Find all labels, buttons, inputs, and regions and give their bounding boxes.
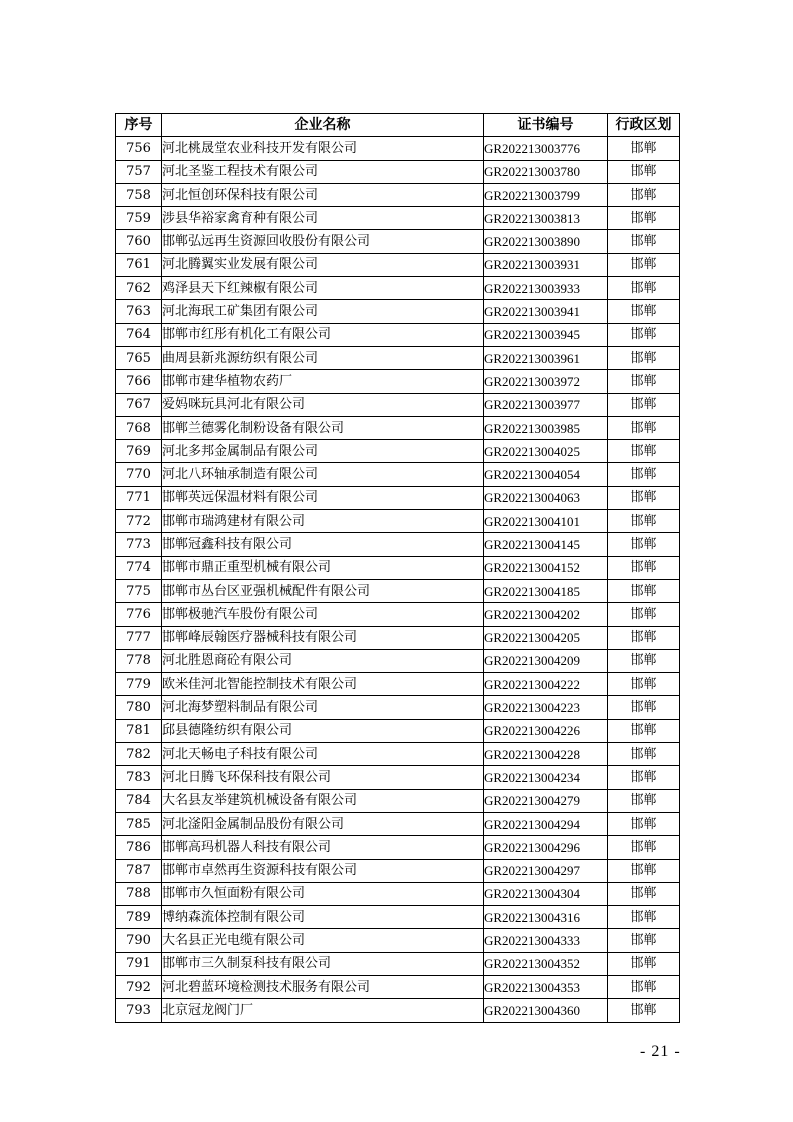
serial-cell: 756 xyxy=(116,137,162,160)
region-cell: 邯郸 xyxy=(608,137,680,160)
region-cell: 邯郸 xyxy=(608,696,680,719)
region-cell: 邯郸 xyxy=(608,649,680,672)
region-cell: 邯郸 xyxy=(608,579,680,602)
certificate-number-cell: GR202213004333 xyxy=(484,929,608,952)
table-row xyxy=(116,836,680,859)
company-name-cell: 河北八环轴承制造有限公司 xyxy=(162,463,484,486)
certificate-number-cell: GR202213004025 xyxy=(484,440,608,463)
table-row xyxy=(116,486,680,509)
company-name-cell: 河北海珉工矿集团有限公司 xyxy=(162,300,484,323)
table-row xyxy=(116,626,680,649)
region-cell: 邯郸 xyxy=(608,230,680,253)
serial-cell: 769 xyxy=(116,440,162,463)
table-row xyxy=(116,160,680,183)
table-row xyxy=(116,416,680,439)
region-cell: 邯郸 xyxy=(608,812,680,835)
region-cell: 邯郸 xyxy=(608,859,680,882)
region-cell: 邯郸 xyxy=(608,393,680,416)
serial-cell: 770 xyxy=(116,463,162,486)
table-row xyxy=(116,510,680,533)
company-name-cell: 邯郸英远保温材料有限公司 xyxy=(162,486,484,509)
company-name-cell: 鸡泽县天下红辣椒有限公司 xyxy=(162,277,484,300)
certificate-number-cell: GR202213004294 xyxy=(484,812,608,835)
region-cell: 邯郸 xyxy=(608,370,680,393)
serial-cell: 759 xyxy=(116,207,162,230)
company-name-cell: 邯郸市鼎正重型机械有限公司 xyxy=(162,556,484,579)
region-cell: 邯郸 xyxy=(608,743,680,766)
region-cell: 邯郸 xyxy=(608,836,680,859)
company-name-cell: 博纳森流体控制有限公司 xyxy=(162,906,484,929)
serial-cell: 791 xyxy=(116,952,162,975)
certificate-number-cell: GR202213003941 xyxy=(484,300,608,323)
company-name-cell: 邯郸市建华植物农药厂 xyxy=(162,370,484,393)
certificate-number-cell: GR202213003931 xyxy=(484,253,608,276)
company-name-cell: 邱县德隆纺织有限公司 xyxy=(162,719,484,742)
certificate-number-cell: GR202213003776 xyxy=(484,137,608,160)
table-row xyxy=(116,975,680,998)
company-name-cell: 邯郸弘远再生资源回收股份有限公司 xyxy=(162,230,484,253)
certificate-number-cell: GR202213004228 xyxy=(484,743,608,766)
table-row xyxy=(116,370,680,393)
region-cell: 邯郸 xyxy=(608,603,680,626)
table-row xyxy=(116,463,680,486)
certificate-number-cell: GR202213004063 xyxy=(484,486,608,509)
company-name-cell: 邯郸市卓然再生资源科技有限公司 xyxy=(162,859,484,882)
region-cell: 邯郸 xyxy=(608,766,680,789)
table-row xyxy=(116,603,680,626)
serial-cell: 792 xyxy=(116,975,162,998)
certificate-number-cell: GR202213004202 xyxy=(484,603,608,626)
table-row xyxy=(116,882,680,905)
serial-cell: 793 xyxy=(116,999,162,1022)
company-name-cell: 河北海梦塑料制品有限公司 xyxy=(162,696,484,719)
serial-cell: 757 xyxy=(116,160,162,183)
table-row xyxy=(116,743,680,766)
company-name-cell: 欧米佳河北智能控制技术有限公司 xyxy=(162,673,484,696)
table-row xyxy=(116,952,680,975)
region-cell: 邯郸 xyxy=(608,510,680,533)
header-company-name: 企业名称 xyxy=(162,114,484,137)
certificate-number-cell: GR202213003961 xyxy=(484,346,608,369)
certificate-number-cell: GR202213004209 xyxy=(484,649,608,672)
table-row xyxy=(116,766,680,789)
serial-cell: 781 xyxy=(116,719,162,742)
certificate-number-cell: GR202213003799 xyxy=(484,183,608,206)
certificate-number-cell: GR202213004101 xyxy=(484,510,608,533)
table-row xyxy=(116,393,680,416)
table-row xyxy=(116,230,680,253)
serial-cell: 779 xyxy=(116,673,162,696)
certificate-number-cell: GR202213004304 xyxy=(484,882,608,905)
region-cell: 邯郸 xyxy=(608,789,680,812)
region-cell: 邯郸 xyxy=(608,253,680,276)
serial-cell: 761 xyxy=(116,253,162,276)
company-name-cell: 河北恒创环保科技有限公司 xyxy=(162,183,484,206)
region-cell: 邯郸 xyxy=(608,440,680,463)
company-name-cell: 河北碧蓝环境检测技术服务有限公司 xyxy=(162,975,484,998)
serial-cell: 786 xyxy=(116,836,162,859)
certificate-number-cell: GR202213003972 xyxy=(484,370,608,393)
certificate-number-cell: GR202213003780 xyxy=(484,160,608,183)
company-name-cell: 邯郸兰德雾化制粉设备有限公司 xyxy=(162,416,484,439)
certificate-number-cell: GR202213004279 xyxy=(484,789,608,812)
region-cell: 邯郸 xyxy=(608,207,680,230)
table-row xyxy=(116,323,680,346)
serial-cell: 785 xyxy=(116,812,162,835)
company-name-cell: 河北桃晟堂农业科技开发有限公司 xyxy=(162,137,484,160)
company-name-cell: 邯郸市久恒面粉有限公司 xyxy=(162,882,484,905)
certificate-number-cell: GR202213004145 xyxy=(484,533,608,556)
certificate-number-cell: GR202213004234 xyxy=(484,766,608,789)
table-row xyxy=(116,253,680,276)
serial-cell: 765 xyxy=(116,346,162,369)
table-row xyxy=(116,137,680,160)
table-row xyxy=(116,673,680,696)
certificate-number-cell: GR202213004316 xyxy=(484,906,608,929)
region-cell: 邯郸 xyxy=(608,719,680,742)
serial-cell: 789 xyxy=(116,906,162,929)
serial-cell: 788 xyxy=(116,882,162,905)
serial-cell: 776 xyxy=(116,603,162,626)
serial-cell: 772 xyxy=(116,510,162,533)
company-name-cell: 曲周县新兆源纺织有限公司 xyxy=(162,346,484,369)
certificate-number-cell: GR202213003890 xyxy=(484,230,608,253)
serial-cell: 774 xyxy=(116,556,162,579)
serial-cell: 771 xyxy=(116,486,162,509)
region-cell: 邯郸 xyxy=(608,906,680,929)
region-cell: 邯郸 xyxy=(608,463,680,486)
table-row xyxy=(116,929,680,952)
region-cell: 邯郸 xyxy=(608,416,680,439)
certificate-number-cell: GR202213004054 xyxy=(484,463,608,486)
serial-cell: 784 xyxy=(116,789,162,812)
table-row xyxy=(116,999,680,1022)
serial-cell: 762 xyxy=(116,277,162,300)
company-name-cell: 邯郸峰辰翰医疗器械科技有限公司 xyxy=(162,626,484,649)
certificate-number-cell: GR202213003945 xyxy=(484,323,608,346)
table-row xyxy=(116,649,680,672)
table-row xyxy=(116,183,680,206)
table-row xyxy=(116,789,680,812)
certificate-number-cell: GR202213004353 xyxy=(484,975,608,998)
table-row xyxy=(116,556,680,579)
table-header-row xyxy=(116,114,680,137)
company-name-cell: 邯郸市丛台区亚强机械配件有限公司 xyxy=(162,579,484,602)
serial-cell: 778 xyxy=(116,649,162,672)
header-serial: 序号 xyxy=(116,114,162,137)
region-cell: 邯郸 xyxy=(608,486,680,509)
company-name-cell: 河北天畅电子科技有限公司 xyxy=(162,743,484,766)
company-name-cell: 河北日腾飞环保科技有限公司 xyxy=(162,766,484,789)
region-cell: 邯郸 xyxy=(608,300,680,323)
serial-cell: 787 xyxy=(116,859,162,882)
certificate-number-cell: GR202213004297 xyxy=(484,859,608,882)
company-name-cell: 邯郸市瑞鸿建材有限公司 xyxy=(162,510,484,533)
table-row xyxy=(116,906,680,929)
certificate-number-cell: GR202213003985 xyxy=(484,416,608,439)
certificate-number-cell: GR202213003933 xyxy=(484,277,608,300)
serial-cell: 775 xyxy=(116,579,162,602)
certificate-number-cell: GR202213004296 xyxy=(484,836,608,859)
region-cell: 邯郸 xyxy=(608,626,680,649)
certificate-number-cell: GR202213003813 xyxy=(484,207,608,230)
region-cell: 邯郸 xyxy=(608,346,680,369)
table-row xyxy=(116,696,680,719)
company-name-cell: 爱妈咪玩具河北有限公司 xyxy=(162,393,484,416)
certificate-number-cell: GR202213004185 xyxy=(484,579,608,602)
region-cell: 邯郸 xyxy=(608,673,680,696)
table-row xyxy=(116,300,680,323)
certificate-number-cell: GR202213003977 xyxy=(484,393,608,416)
table-row xyxy=(116,859,680,882)
table-row xyxy=(116,719,680,742)
region-cell: 邯郸 xyxy=(608,952,680,975)
certificate-number-cell: GR202213004222 xyxy=(484,673,608,696)
header-certificate-number: 证书编号 xyxy=(484,114,608,137)
serial-cell: 768 xyxy=(116,416,162,439)
serial-cell: 763 xyxy=(116,300,162,323)
company-name-cell: 河北腾翼实业发展有限公司 xyxy=(162,253,484,276)
certificate-number-cell: GR202213004223 xyxy=(484,696,608,719)
region-cell: 邯郸 xyxy=(608,323,680,346)
region-cell: 邯郸 xyxy=(608,882,680,905)
page-number: - 21 - xyxy=(640,1043,681,1060)
certificate-number-cell: GR202213004152 xyxy=(484,556,608,579)
serial-cell: 777 xyxy=(116,626,162,649)
serial-cell: 767 xyxy=(116,393,162,416)
table-body xyxy=(116,137,680,1022)
region-cell: 邯郸 xyxy=(608,533,680,556)
table-row xyxy=(116,533,680,556)
region-cell: 邯郸 xyxy=(608,556,680,579)
company-name-cell: 邯郸市三久制泵科技有限公司 xyxy=(162,952,484,975)
serial-cell: 790 xyxy=(116,929,162,952)
enterprise-table xyxy=(115,113,680,1023)
region-cell: 邯郸 xyxy=(608,975,680,998)
company-name-cell: 邯郸极驰汽车股份有限公司 xyxy=(162,603,484,626)
company-name-cell: 邯郸高玛机器人科技有限公司 xyxy=(162,836,484,859)
table-row xyxy=(116,277,680,300)
certificate-number-cell: GR202213004360 xyxy=(484,999,608,1022)
certificate-number-cell: GR202213004226 xyxy=(484,719,608,742)
company-name-cell: 河北圣鉴工程技术有限公司 xyxy=(162,160,484,183)
region-cell: 邯郸 xyxy=(608,160,680,183)
company-name-cell: 大名县友举建筑机械设备有限公司 xyxy=(162,789,484,812)
region-cell: 邯郸 xyxy=(608,929,680,952)
company-name-cell: 河北多邦金属制品有限公司 xyxy=(162,440,484,463)
serial-cell: 780 xyxy=(116,696,162,719)
serial-cell: 766 xyxy=(116,370,162,393)
company-name-cell: 邯郸市红彤有机化工有限公司 xyxy=(162,323,484,346)
table-row xyxy=(116,440,680,463)
company-name-cell: 北京冠龙阀门厂 xyxy=(162,999,484,1022)
region-cell: 邯郸 xyxy=(608,277,680,300)
table-row xyxy=(116,207,680,230)
serial-cell: 782 xyxy=(116,743,162,766)
table-row xyxy=(116,579,680,602)
region-cell: 邯郸 xyxy=(608,183,680,206)
certificate-number-cell: GR202213004352 xyxy=(484,952,608,975)
region-cell: 邯郸 xyxy=(608,999,680,1022)
company-name-cell: 涉县华裕家禽育种有限公司 xyxy=(162,207,484,230)
company-name-cell: 河北胜恩商砼有限公司 xyxy=(162,649,484,672)
serial-cell: 760 xyxy=(116,230,162,253)
certificate-number-cell: GR202213004205 xyxy=(484,626,608,649)
company-name-cell: 大名县正光电缆有限公司 xyxy=(162,929,484,952)
header-region: 行政区划 xyxy=(608,114,680,137)
serial-cell: 773 xyxy=(116,533,162,556)
serial-cell: 783 xyxy=(116,766,162,789)
table-row xyxy=(116,812,680,835)
serial-cell: 758 xyxy=(116,183,162,206)
serial-cell: 764 xyxy=(116,323,162,346)
company-name-cell: 邯郸冠鑫科技有限公司 xyxy=(162,533,484,556)
company-name-cell: 河北滏阳金属制品股份有限公司 xyxy=(162,812,484,835)
table-row xyxy=(116,346,680,369)
